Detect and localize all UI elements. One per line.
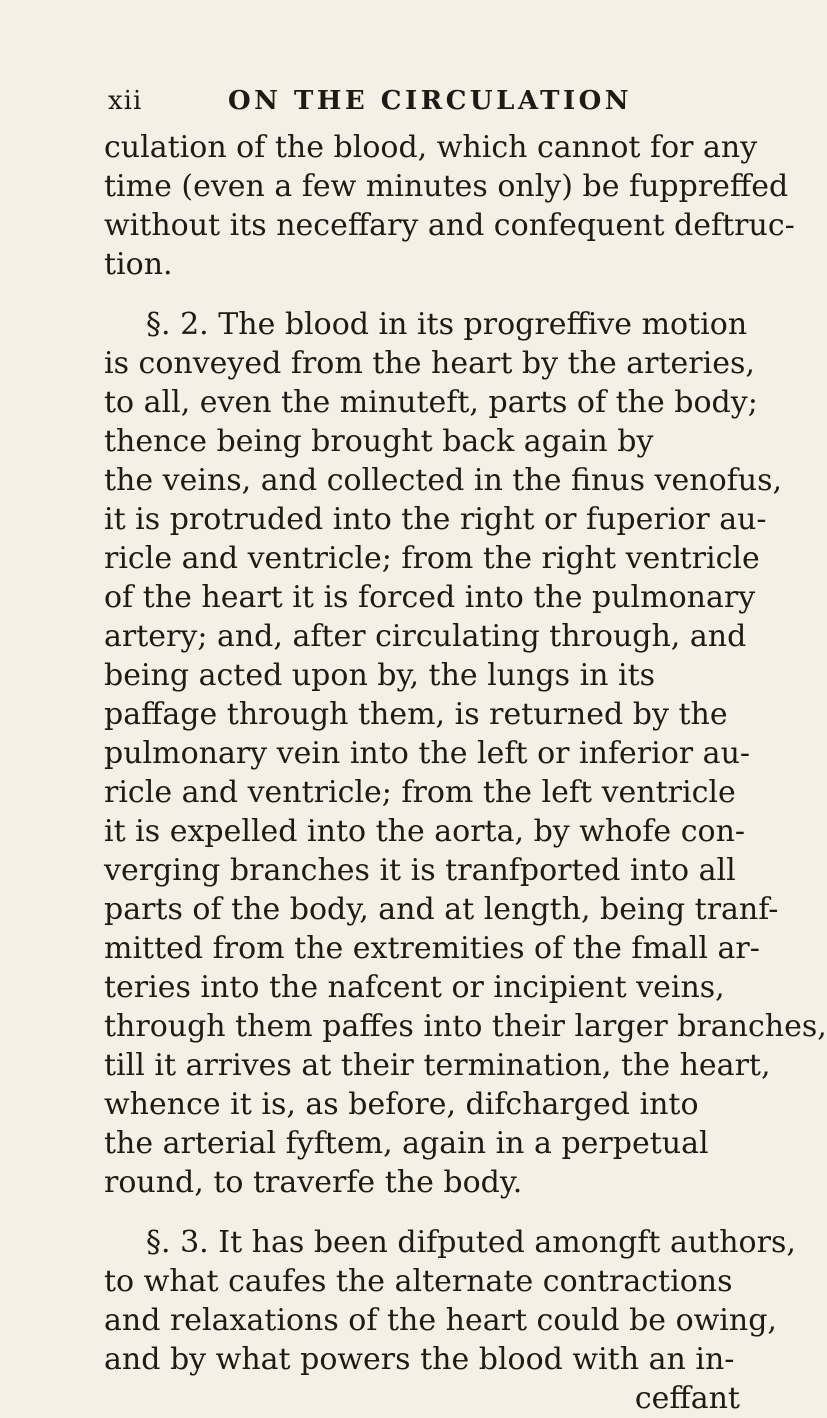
running-title: ON THE CIRCULATION	[228, 86, 633, 116]
text-line: ricle and ventricle; from the right ventricle	[104, 541, 760, 576]
text-line: to what caufes the alternate contractions	[104, 1264, 733, 1299]
text-line: tion.	[104, 247, 173, 282]
text-line: §. 3. It has been difputed amongft authors,	[146, 1225, 796, 1260]
text-line: mitted from the extremities of the fmall ar-	[104, 931, 760, 966]
text-line: culation of the blood, which cannot for any	[104, 130, 758, 165]
running-head	[108, 86, 668, 120]
text-line: verging branches it is tranfported into all	[104, 853, 736, 888]
text-line: is conveyed from the heart by the arteries,	[104, 346, 755, 381]
text-line: it is expelled into the aorta, by whofe con-	[104, 814, 746, 849]
text-line: and relaxations of the heart could be owing,	[104, 1303, 777, 1338]
text-line: till it arrives at their termination, the heart,	[104, 1048, 771, 1083]
text-line: ricle and ventricle; from the left ventricle	[104, 775, 736, 810]
text-line: being acted upon by, the lungs in its	[104, 658, 656, 693]
text-line: through them paffes into their larger branches,	[104, 1009, 827, 1044]
text-line: artery; and, after circulating through, and	[104, 619, 747, 654]
catchword: ceffant	[634, 1381, 740, 1416]
paragraph-2	[104, 305, 827, 1202]
body-text	[104, 128, 827, 1418]
paragraph-gap	[104, 1202, 740, 1223]
text-line: teries into the nafcent or incipient veins,	[104, 970, 725, 1005]
text-line: time (even a few minutes only) be fuppreffed	[104, 169, 789, 204]
paragraph-3	[104, 1223, 796, 1379]
page-number: xii	[108, 86, 143, 116]
text-line: it is protruded into the right or fuperior au-	[104, 502, 767, 537]
text-line: of the heart it is forced into the pulmonary	[104, 580, 756, 615]
paragraph-1	[104, 128, 795, 284]
text-line: parts of the body, and at length, being tranf-	[104, 892, 779, 927]
text-line: and by what powers the blood with an in-	[104, 1342, 735, 1377]
text-line: to all, even the minuteft, parts of the body;	[104, 385, 758, 420]
text-line: paffage through them, is returned by the	[104, 697, 728, 732]
paragraph-gap	[104, 284, 740, 305]
text-line: §. 2. The blood in its progreffive motion	[146, 307, 748, 342]
text-line: round, to traverfe the body.	[104, 1165, 523, 1200]
text-line: the veins, and collected in the finus venofus,	[104, 463, 783, 498]
text-line: the arterial fyftem, again in a perpetual	[104, 1126, 709, 1161]
text-line: whence it is, as before, difcharged into	[104, 1087, 699, 1122]
text-line: thence being brought back again by	[104, 424, 654, 459]
text-line: pulmonary vein into the left or inferior au-	[104, 736, 751, 771]
text-line: without its neceffary and confequent deftruc-	[104, 208, 795, 243]
